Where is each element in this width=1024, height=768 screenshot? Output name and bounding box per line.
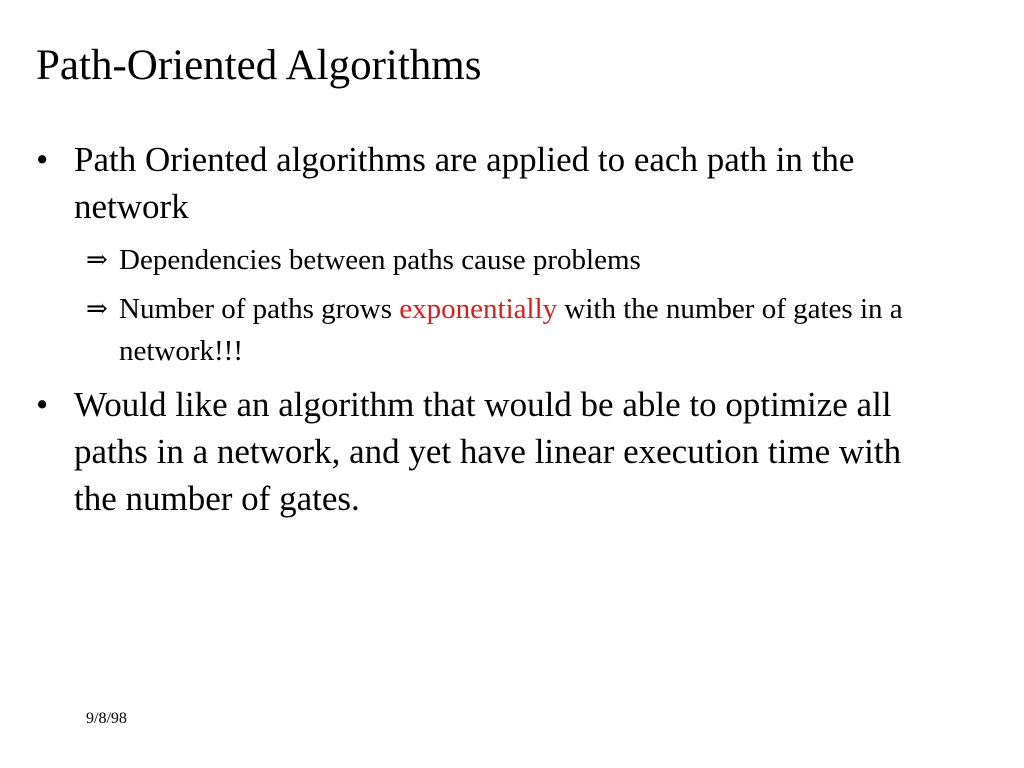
highlighted-word: exponentially [399, 293, 558, 325]
sub-point [86, 288, 936, 372]
bullet-item [36, 136, 936, 230]
bullet-text: Would like an algorithm that would be able to optimize all paths in a network, and yet have linear execution time with the number of gates. [74, 385, 902, 518]
implies-arrow-icon: ⇒ [86, 294, 108, 324]
bullet-marker: • [36, 140, 49, 179]
bullet-item [36, 381, 936, 522]
bullet-text: Path Oriented algorithms are applied to each path in the network [74, 140, 855, 226]
sub-point-text: Dependencies between paths cause problems [119, 244, 641, 276]
footer-date: 9/8/98 [86, 710, 127, 727]
sub-point-text-start: Number of paths grows [119, 293, 400, 325]
sub-point-text [119, 288, 936, 372]
sub-point-text-end: with the number of gates in a network!!! [119, 293, 903, 367]
slide-title: Path-Oriented Algorithms [36, 42, 482, 89]
bullet-marker: • [36, 385, 49, 424]
implies-arrow-icon: ⇒ [86, 245, 108, 275]
sub-point [86, 239, 936, 281]
